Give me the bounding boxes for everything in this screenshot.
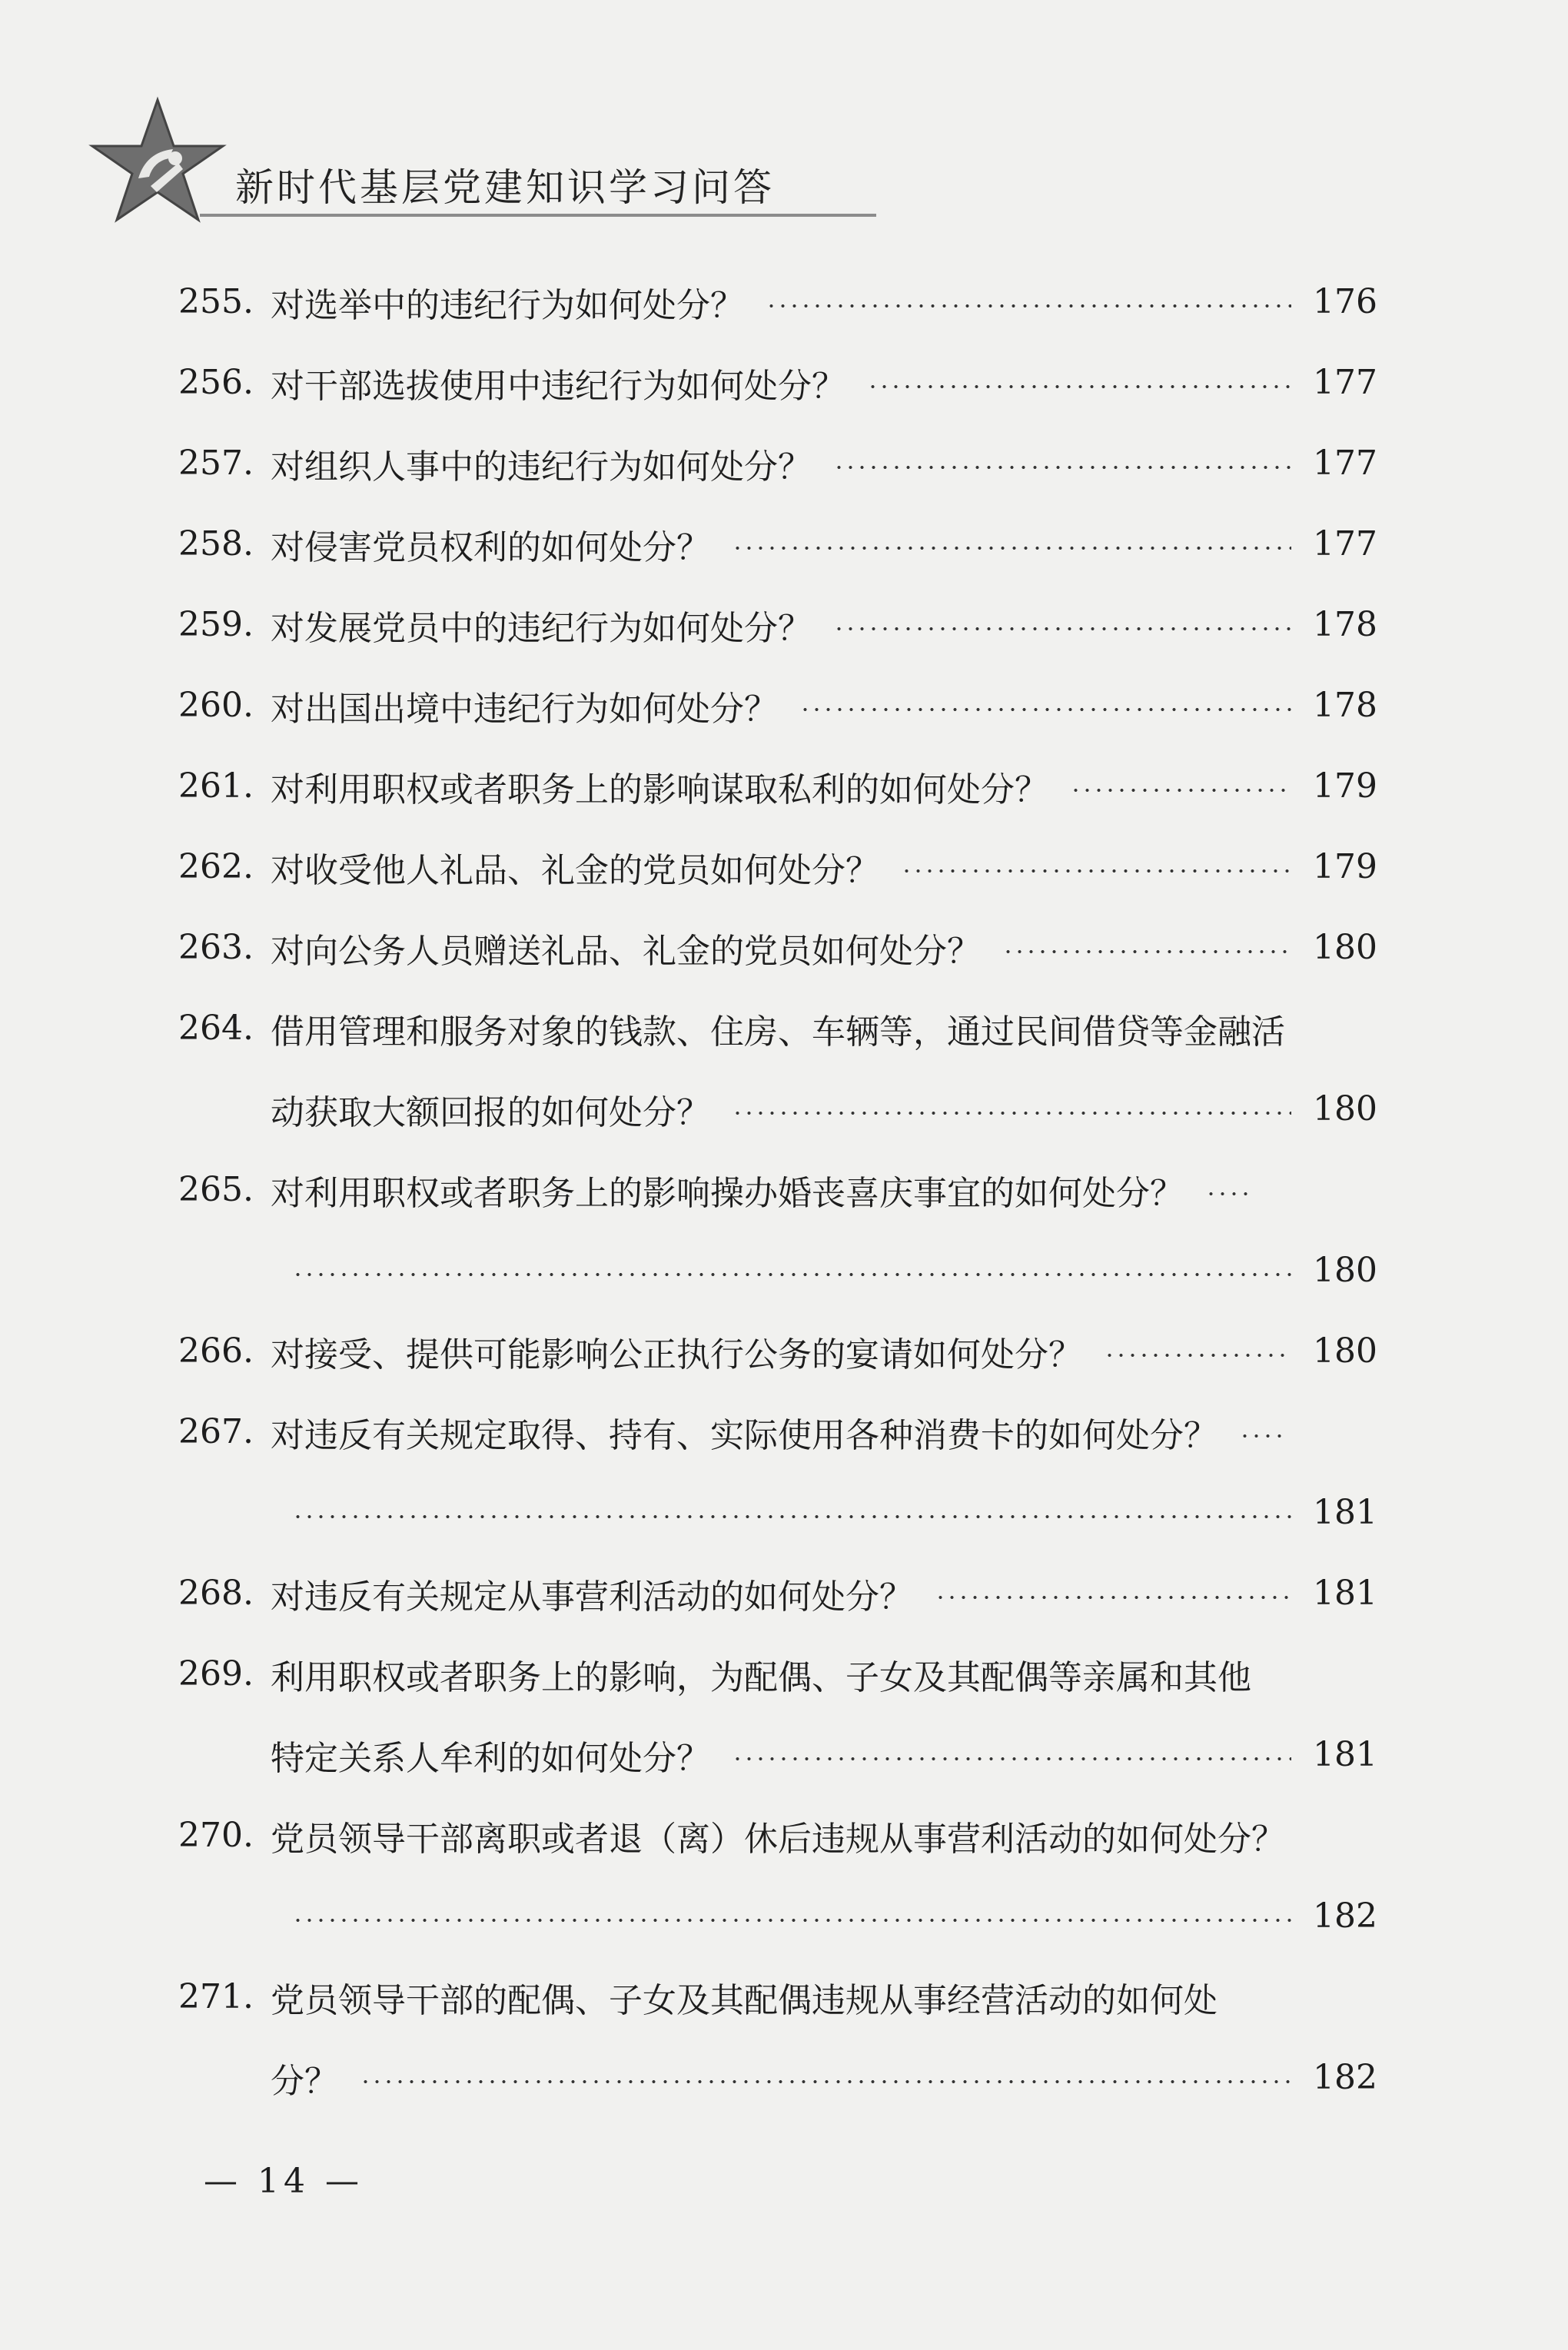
toc-line bbox=[178, 746, 1377, 826]
entry-number: 263. bbox=[178, 928, 254, 967]
entry-number: 268. bbox=[178, 1574, 254, 1613]
toc-line bbox=[178, 1876, 1377, 1956]
dot-leader bbox=[901, 869, 1291, 873]
entry-number: 257. bbox=[178, 444, 254, 483]
entry-page-number: 181 bbox=[1313, 1574, 1377, 1613]
entry-page-number: 180 bbox=[1313, 1251, 1377, 1290]
dot-leader bbox=[799, 707, 1291, 712]
dot-leader bbox=[1239, 1434, 1285, 1438]
entry-number: 256. bbox=[178, 363, 254, 402]
toc-entry[interactable] bbox=[178, 584, 1377, 665]
party-emblem-star-icon bbox=[85, 92, 231, 223]
toc-line bbox=[178, 1069, 1377, 1149]
toc-entry[interactable] bbox=[178, 1149, 1377, 1311]
toc-entry[interactable] bbox=[178, 1634, 1377, 1795]
toc-entry[interactable] bbox=[178, 665, 1377, 746]
header-title: 新时代基层党建知识学习问答 bbox=[235, 165, 775, 210]
entry-title: 对侵害党员权利的如何处分？ bbox=[271, 527, 710, 567]
entry-number: 261. bbox=[178, 766, 254, 806]
entry-page-number: 180 bbox=[1313, 1331, 1377, 1371]
running-header bbox=[85, 92, 799, 223]
toc-line bbox=[178, 1230, 1377, 1311]
entry-page-number: 176 bbox=[1313, 282, 1377, 321]
entry-title: 对收受他人礼品、礼金的党员如何处分？ bbox=[271, 850, 879, 890]
toc-entry[interactable] bbox=[178, 1956, 1377, 2118]
entry-number: 265. bbox=[178, 1170, 254, 1209]
entry-number: 258. bbox=[178, 524, 254, 563]
toc-line bbox=[178, 1311, 1377, 1391]
toc-entry[interactable] bbox=[178, 261, 1377, 342]
toc-line bbox=[178, 988, 1377, 1069]
entry-page-number: 177 bbox=[1313, 363, 1377, 402]
toc-entry[interactable] bbox=[178, 504, 1377, 584]
toc-line bbox=[178, 1472, 1377, 1553]
entry-title: 利用职权或者职务上的影响，为配偶、子女及其配偶等亲属和其他 bbox=[271, 1657, 1251, 1697]
entry-title: 对违反有关规定取得、持有、实际使用各种消费卡的如何处分？ bbox=[271, 1415, 1218, 1455]
entry-number: 267. bbox=[178, 1412, 254, 1451]
entry-page-number: 177 bbox=[1313, 444, 1377, 483]
toc-entry[interactable] bbox=[178, 1795, 1377, 1956]
entry-title: 对干部选拔使用中违纪行为如何处分？ bbox=[271, 366, 845, 406]
dot-leader bbox=[732, 546, 1291, 550]
toc-line bbox=[178, 1553, 1377, 1634]
entry-page-number: 178 bbox=[1313, 605, 1377, 644]
toc-line bbox=[178, 1956, 1377, 2037]
entry-title: 借用管理和服务对象的钱款、住房、车辆等，通过民间借贷等金融活 bbox=[271, 1012, 1285, 1052]
entry-title: 党员领导干部的配偶、子女及其配偶违规从事经营活动的如何处 bbox=[271, 1980, 1218, 2020]
entry-number: 266. bbox=[178, 1331, 254, 1371]
entry-title: 对向公务人员赠送礼品、礼金的党员如何处分？ bbox=[271, 931, 981, 971]
toc-entry[interactable] bbox=[178, 746, 1377, 826]
entry-page-number: 179 bbox=[1313, 847, 1377, 886]
dot-leader bbox=[1205, 1192, 1251, 1196]
entry-title: 对出国出境中违纪行为如何处分？ bbox=[271, 689, 778, 729]
entry-title: 对发展党员中的违纪行为如何处分？ bbox=[271, 608, 812, 648]
toc-entry[interactable] bbox=[178, 1553, 1377, 1634]
dot-leader bbox=[732, 1111, 1291, 1115]
toc-line bbox=[178, 826, 1377, 907]
entry-number: 264. bbox=[178, 1009, 254, 1048]
dot-leader bbox=[1070, 788, 1291, 793]
toc-line bbox=[178, 504, 1377, 584]
toc-entry[interactable] bbox=[178, 423, 1377, 504]
entry-page-number: 178 bbox=[1313, 686, 1377, 725]
entry-title: 对选举中的违纪行为如何处分？ bbox=[271, 285, 744, 325]
toc-line bbox=[178, 1634, 1377, 1714]
dot-leader bbox=[1104, 1353, 1291, 1358]
entry-number: 271. bbox=[178, 1977, 254, 2016]
entry-title: 特定关系人牟利的如何处分？ bbox=[271, 1738, 710, 1778]
entry-title: 对利用职权或者职务上的影响操办婚丧喜庆事宜的如何处分？ bbox=[271, 1173, 1184, 1213]
entry-title: 分？ bbox=[271, 2061, 338, 2101]
entry-page-number: 179 bbox=[1313, 766, 1377, 806]
entry-page-number: 182 bbox=[1313, 1896, 1377, 1936]
toc-line bbox=[178, 1149, 1377, 1230]
toc-line bbox=[178, 342, 1377, 423]
dot-leader bbox=[292, 1272, 1291, 1277]
entry-title: 动获取大额回报的如何处分？ bbox=[271, 1092, 710, 1132]
dot-leader bbox=[292, 1918, 1291, 1923]
toc-line bbox=[178, 2037, 1377, 2118]
entry-number: 259. bbox=[178, 605, 254, 644]
dot-leader bbox=[867, 384, 1291, 389]
entry-title: 对组织人事中的违纪行为如何处分？ bbox=[271, 447, 812, 487]
entry-page-number: 181 bbox=[1313, 1493, 1377, 1532]
dot-leader bbox=[1002, 949, 1291, 954]
dot-leader bbox=[833, 627, 1291, 631]
entry-number: 260. bbox=[178, 686, 254, 725]
entry-page-number: 177 bbox=[1313, 524, 1377, 563]
toc-entry[interactable] bbox=[178, 907, 1377, 988]
toc-entry[interactable] bbox=[178, 1311, 1377, 1391]
toc-entry[interactable] bbox=[178, 988, 1377, 1149]
toc-line bbox=[178, 907, 1377, 988]
dot-leader bbox=[292, 1514, 1291, 1519]
toc-entry[interactable] bbox=[178, 342, 1377, 423]
entry-page-number: 182 bbox=[1313, 2058, 1377, 2097]
dot-leader bbox=[833, 465, 1291, 470]
entry-title: 对利用职权或者职务上的影响谋取私利的如何处分？ bbox=[271, 769, 1048, 809]
toc-line bbox=[178, 261, 1377, 342]
dot-leader bbox=[732, 1757, 1291, 1761]
entry-page-number: 181 bbox=[1313, 1735, 1377, 1774]
toc-line bbox=[178, 665, 1377, 746]
toc-line bbox=[178, 1795, 1377, 1876]
entry-page-number: 180 bbox=[1313, 1089, 1377, 1128]
table-of-contents bbox=[178, 261, 1377, 2118]
entry-number: 262. bbox=[178, 847, 254, 886]
toc-line bbox=[178, 1714, 1377, 1795]
entry-number: 269. bbox=[178, 1654, 254, 1694]
entry-title: 对接受、提供可能影响公正执行公务的宴请如何处分？ bbox=[271, 1335, 1082, 1374]
entry-number: 270. bbox=[178, 1816, 254, 1855]
dot-leader bbox=[766, 304, 1291, 308]
toc-entry[interactable] bbox=[178, 826, 1377, 907]
toc-line bbox=[178, 423, 1377, 504]
entry-number: 255. bbox=[178, 282, 254, 321]
toc-line bbox=[178, 1391, 1377, 1472]
page-number: — 14 — bbox=[204, 2162, 364, 2201]
toc-entry[interactable] bbox=[178, 1391, 1377, 1553]
dot-leader bbox=[360, 2079, 1291, 2084]
entry-title: 对违反有关规定从事营利活动的如何处分？ bbox=[271, 1577, 913, 1617]
toc-line bbox=[178, 584, 1377, 665]
dot-leader bbox=[935, 1595, 1291, 1600]
entry-title: 党员领导干部离职或者退（离）休后违规从事营利活动的如何处分？ bbox=[271, 1819, 1285, 1859]
entry-page-number: 180 bbox=[1313, 928, 1377, 967]
header-divider bbox=[200, 214, 876, 217]
